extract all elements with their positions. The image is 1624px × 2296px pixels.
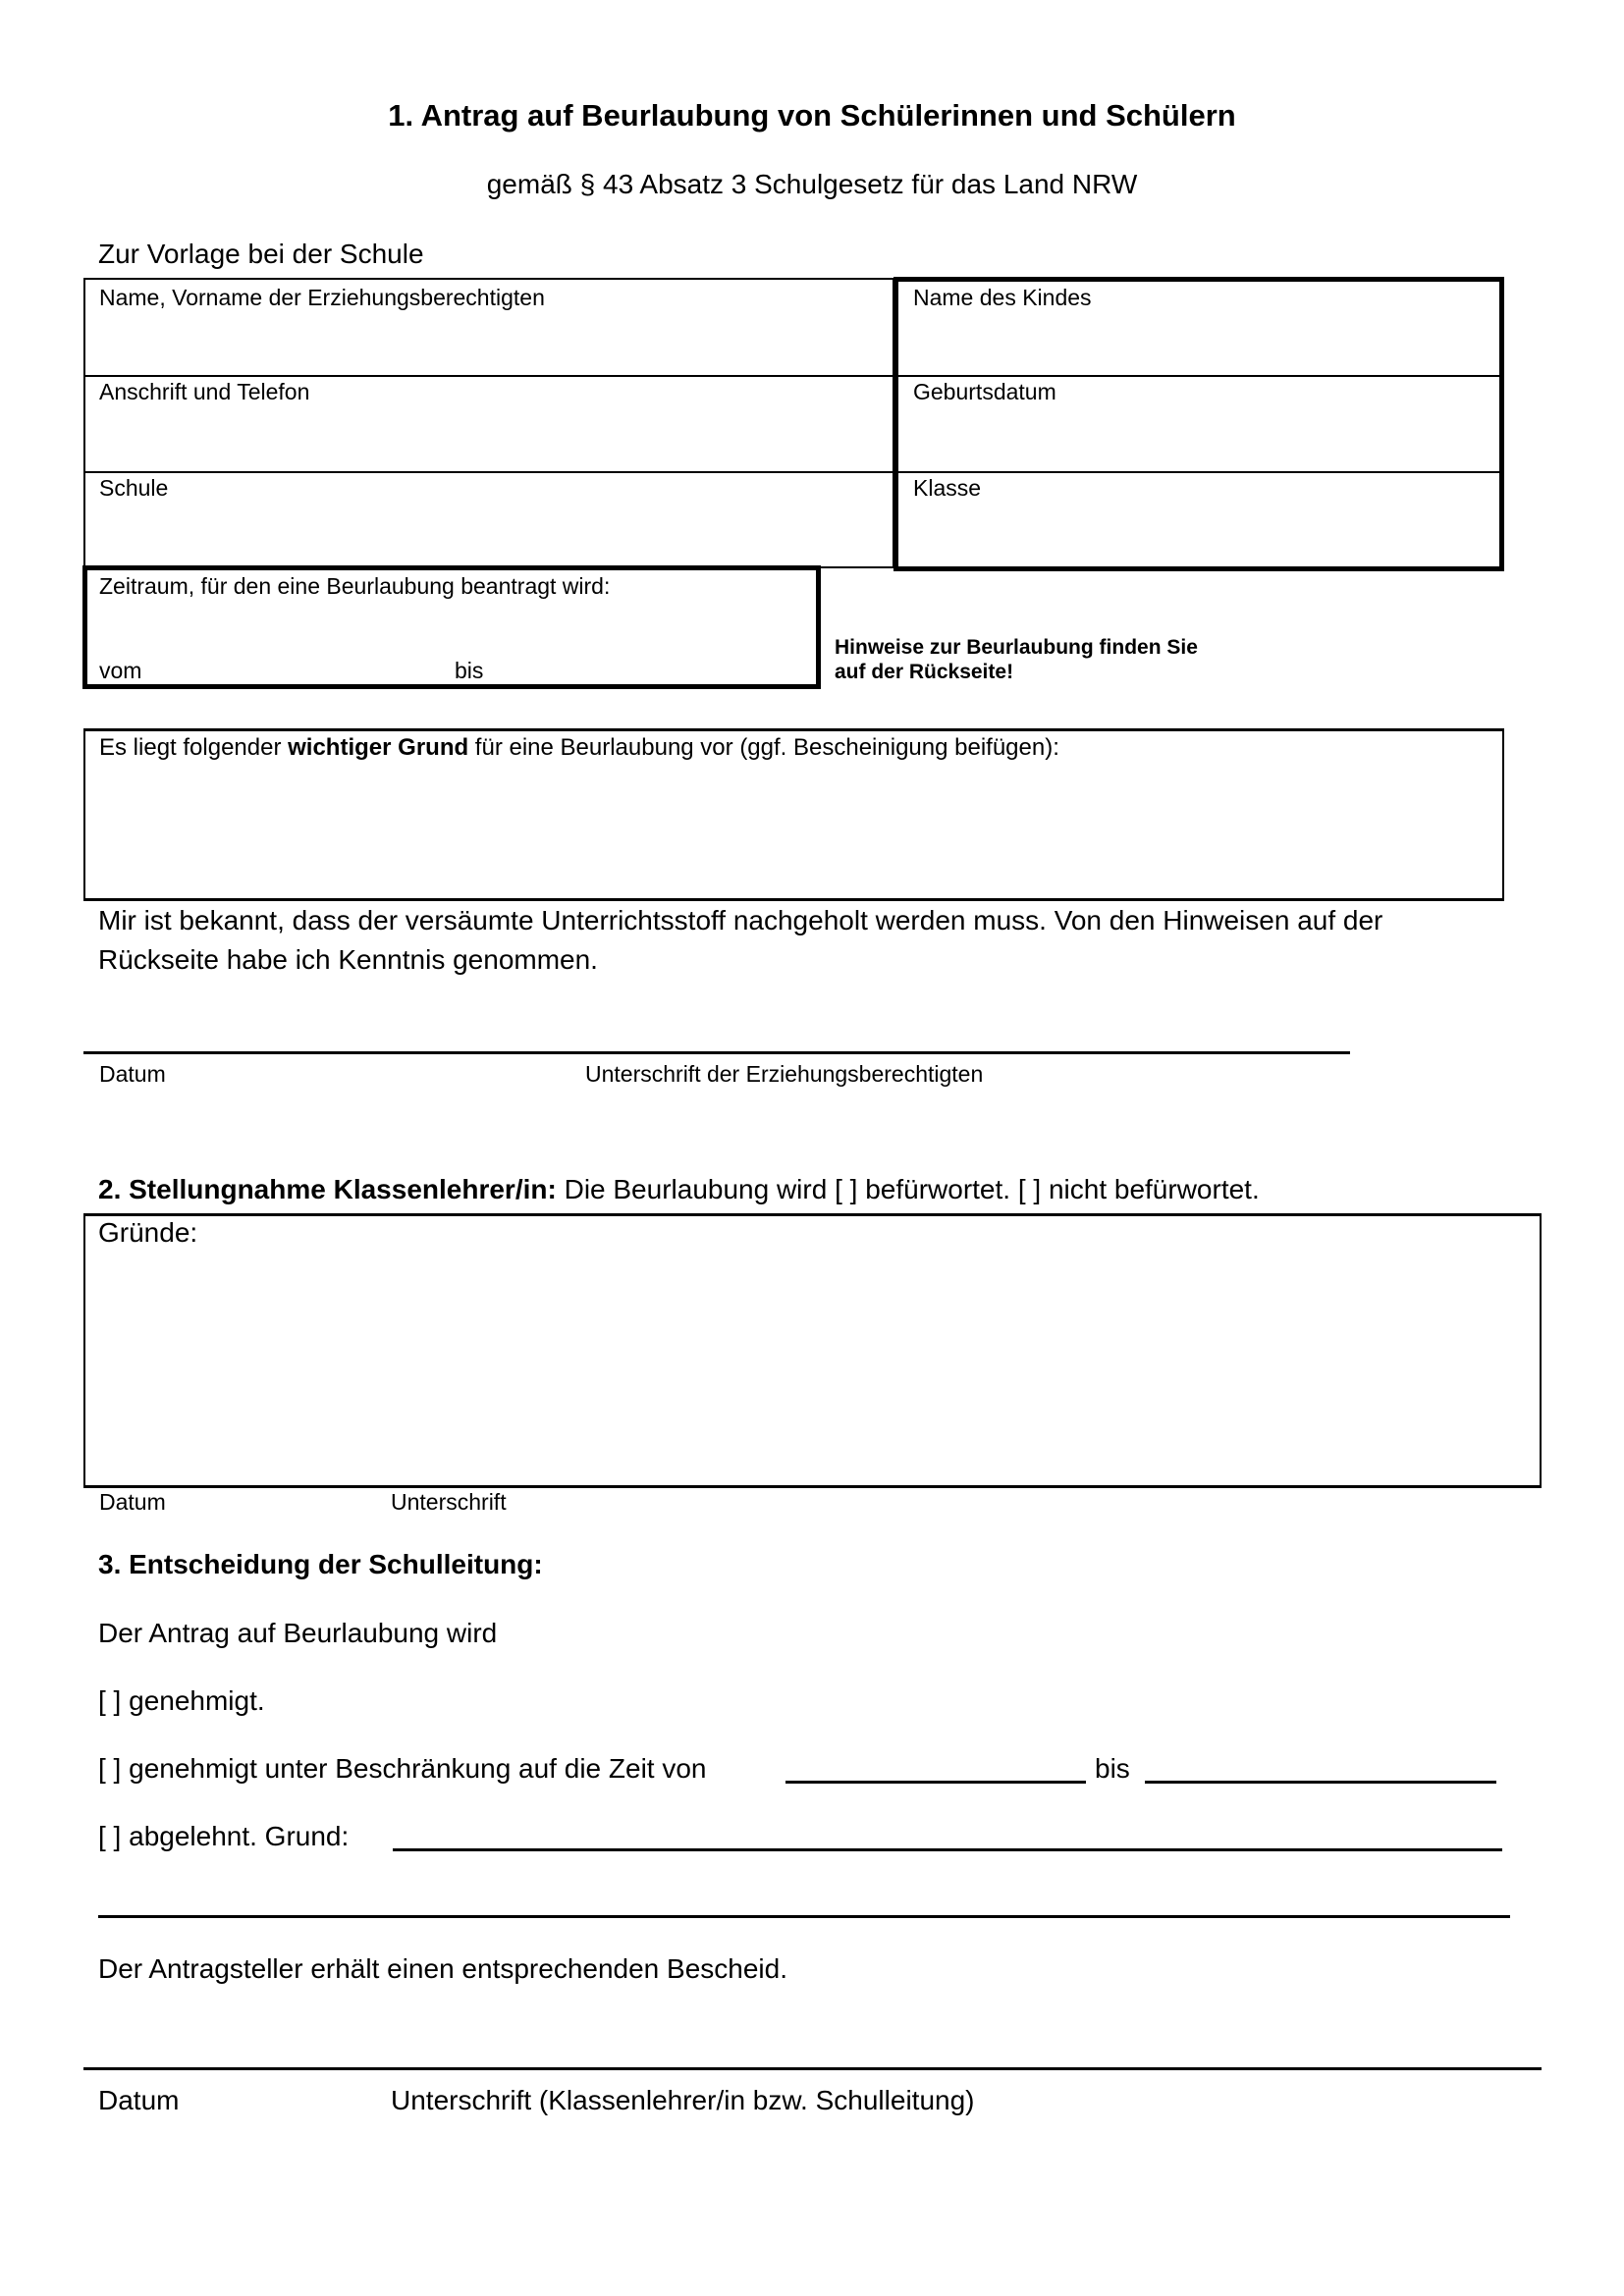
teacher-reasons-label: Gründe:	[98, 1217, 198, 1248]
teacher-signature-label: Unterschrift	[391, 1489, 507, 1515]
row-divider	[83, 471, 894, 473]
hint-text-line1: Hinweise zur Beurlaubung finden Sie	[835, 636, 1198, 659]
period-from-label: vom	[99, 658, 142, 683]
guardian-info-table	[83, 278, 894, 568]
guardian-signature-label: Unterschrift der Erziehungsberechtigten	[585, 1061, 984, 1087]
principal-signature-line[interactable]	[83, 2067, 1542, 2070]
principal-date-label: Datum	[98, 2085, 180, 2115]
school-field[interactable]	[99, 475, 168, 502]
child-name-field[interactable]	[913, 285, 1092, 311]
guardian-signature-line[interactable]	[83, 1051, 1350, 1054]
teacher-date-label: Datum	[99, 1489, 166, 1515]
reason-label-suffix: für eine Beurlaubung vor (ggf. Bescheinigung beifügen):	[468, 734, 1059, 761]
guardian-name-label: Name, Vorname der Erziehungsberechtigten	[99, 285, 545, 310]
teacher-statement	[98, 1174, 1260, 1205]
restricted-from-date-field[interactable]	[785, 1781, 1086, 1784]
address-phone-label: Anschrift und Telefon	[99, 379, 310, 404]
intro-text: Zur Vorlage bei der Schule	[98, 239, 424, 269]
guardian-name-field[interactable]	[99, 285, 545, 311]
child-info-table	[893, 277, 1504, 571]
acknowledgement-line1: Mir ist bekannt, dass der versäumte Unterrichtsstoff nachgeholt werden muss. Von den Hinweisen auf der	[98, 905, 1383, 935]
decision-notice: Der Antragsteller erhält einen entsprechenden Bescheid.	[98, 1953, 787, 1984]
class-field[interactable]	[913, 475, 981, 502]
rejection-reason-field-line2[interactable]	[98, 1915, 1510, 1918]
section2-statement: Die Beurlaubung wird	[556, 1174, 836, 1204]
hint-text-line2: auf der Rückseite!	[835, 661, 1014, 683]
acknowledgement-line2: Rückseite habe ich Kenntnis genommen.	[98, 944, 598, 975]
principal-signature-label: Unterschrift (Klassenlehrer/in bzw. Schulleitung)	[391, 2085, 975, 2115]
child-name-label: Name des Kindes	[913, 285, 1092, 310]
birth-date-label: Geburtsdatum	[913, 379, 1056, 404]
teacher-reasons-box[interactable]	[83, 1213, 1542, 1488]
form-title: 1. Antrag auf Beurlaubung von Schülerinnen und Schülern	[388, 98, 1236, 133]
address-phone-field[interactable]	[99, 379, 309, 405]
approved-checkbox[interactable]: [ ] genehmigt.	[98, 1685, 265, 1716]
rejected-checkbox[interactable]: [ ] abgelehnt. Grund:	[98, 1821, 350, 1851]
guardian-date-label: Datum	[99, 1061, 166, 1087]
school-label: Schule	[99, 475, 169, 501]
row-divider	[83, 375, 894, 377]
recommended-checkbox[interactable]: [ ] befürwortet.	[835, 1174, 1011, 1204]
row-divider	[895, 471, 1500, 473]
period-to-label: bis	[455, 658, 484, 683]
leave-period-label: Zeitraum, für den eine Beurlaubung beantragt wird:	[99, 573, 611, 599]
section3-heading: 3. Entscheidung der Schulleitung:	[98, 1549, 543, 1579]
class-label: Klasse	[913, 475, 982, 501]
restricted-to-label: bis	[1095, 1753, 1130, 1784]
decision-intro: Der Antrag auf Beurlaubung wird	[98, 1618, 498, 1648]
form-subtitle: gemäß § 43 Absatz 3 Schulgesetz für das Land NRW	[486, 169, 1138, 199]
row-divider	[895, 375, 1500, 377]
birth-date-field[interactable]	[913, 379, 1056, 405]
section2-heading: 2. Stellungnahme Klassenlehrer/in:	[98, 1174, 557, 1204]
rejection-reason-field[interactable]	[393, 1848, 1502, 1851]
reason-label-prefix: Es liegt folgender	[99, 734, 289, 761]
restricted-approval-checkbox[interactable]: [ ] genehmigt unter Beschränkung auf die Zeit von	[98, 1753, 707, 1784]
restricted-to-date-field[interactable]	[1145, 1781, 1496, 1784]
not-recommended-checkbox[interactable]: [ ] nicht befürwortet.	[1017, 1174, 1260, 1204]
reason-label-emphasis: wichtiger Grund	[288, 734, 469, 761]
reason-label	[99, 734, 1059, 762]
